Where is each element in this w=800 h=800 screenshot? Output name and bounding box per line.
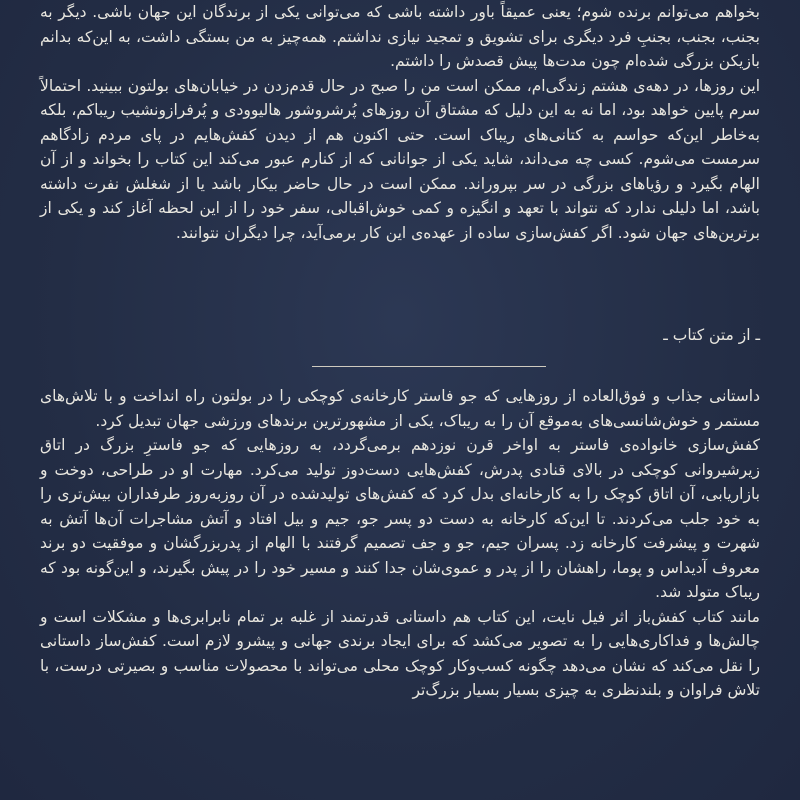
excerpt-paragraph: بخواهم می‌توانم برنده شوم؛ یعنی عمیقاً باور داشته باشی که می‌توانی یکی از برندگان این جهان باشی. دیگر به بجنب، بجنب، بجنبِ فرد دیگری برای تشویق و تمجید نیازی نداشتم. همه‌چیز به من بستگی داشت، به این‌که بدانم بازیکن بزرگی شده‌ام چون مدت‌ها پیش قصدش را داشتم. <box>40 3 760 70</box>
excerpt-paragraph: این روزها، در دهه‌ی هشتم زندگی‌ام، ممکن است من را صبح در حال قدم‌زدن در خیابان‌های بولتون ببینید. احتمالاً سرم پایین خواهد بود، اما نه به این دلیل که مشتاق آن روزهای پُرشروشور هالیوودی و پُرفرازونشیب ریباکم، بلکه به‌خاطر این‌که حواسم به کتانی‌های ریباک است. حتی اکنون هم از دیدن کفش‌هایم در پای مردم زادگاهم سرمست می‌شوم. کسی چه می‌داند، شاید یکی از جوانانی که از کنارم عبور می‌کند این کتاب را بخواند و از آن الهام بگیرد و رؤیاهای بزرگی در سر بپروراند. ممکن است در حال حاضر بیکار باشد یا از شغلش نفرت داشته باشد، اما دلیلی ندارد که نتواند با تعهد و انگیزه و کمی خوش‌اقبالی، سفر خود را از این لحظه آغاز کند و یکی از برترین‌های جهان شود. اگر کفش‌سازی ساده از عهده‌ی این کار برمی‌آید، چرا دیگران نتوانند. <box>40 76 760 242</box>
excerpt-source: ـ از متن کتاب ـ <box>663 326 760 344</box>
book-description <box>40 384 760 703</box>
description-paragraph: داستانی جذاب و فوق‌العاده از روزهایی که جو فاستر کارخانه‌ی کوچکی را در بولتون راه انداخت و با تلاش‌های مستمر و خوش‌شانسی‌های به‌موقع آن را به ریباک، یکی از مشهورترین برندهای ورزشی جهان تبدیل کرد. <box>40 387 760 430</box>
description-paragraph: کفش‌سازی خانواده‌ی فاستر به اواخر قرن نوزدهم برمی‌گردد، به روزهایی که جو فاسترِ بزرگ در اتاق زیرشیروانی کوچکی در بالای قنادی پدرش، کفش‌هایی دست‌دوز تولید می‌کرد. مهارت او در طراحی، دوخت و بازاریابی، آن اتاق کوچک را به کارخانه‌ای بدل کرد که کفش‌های تولیدشده در آن روزبه‌روز طرفداران بیش‌تری را به خود جلب می‌کردند. تا این‌که کارخانه به دست دو پسر جو، جیم و بیل افتاد و آتش مشاجرات آن‌ها آتش به شهرت و پیشرفت کارخانه زد. پسران جیم، جو و جف تصمیم گرفتند با الهام از پدربزرگشان و موفقیت دو برند معروف آدیداس و پوما، راهشان را از پدر و عموی‌شان جدا کنند و مسیر خود را در پیش بگیرند، و این‌گونه بود که ریباک متولد شد. <box>40 436 760 601</box>
book-excerpt <box>40 0 760 245</box>
description-paragraph: مانند کتاب کفش‌باز اثر فیل نایت، این کتاب هم داستانی قدرتمند از غلبه بر تمام نابرابری‌ها و مشکلات است و چالش‌ها و فداکاری‌هایی را به تصویر می‌کشد که برای ایجاد برندی جهانی و پیشرو لازم است. کفش‌ساز داستانی را نقل می‌کند که نشان می‌دهد چگونه کسب‌وکار کوچک محلی می‌تواند با محصولات مناسب و بصیرتی درست، با تلاش فراوان و بلندنظری به چیزی بسیار بسیار بزرگ‌تر <box>40 607 760 699</box>
divider-line <box>312 366 546 367</box>
